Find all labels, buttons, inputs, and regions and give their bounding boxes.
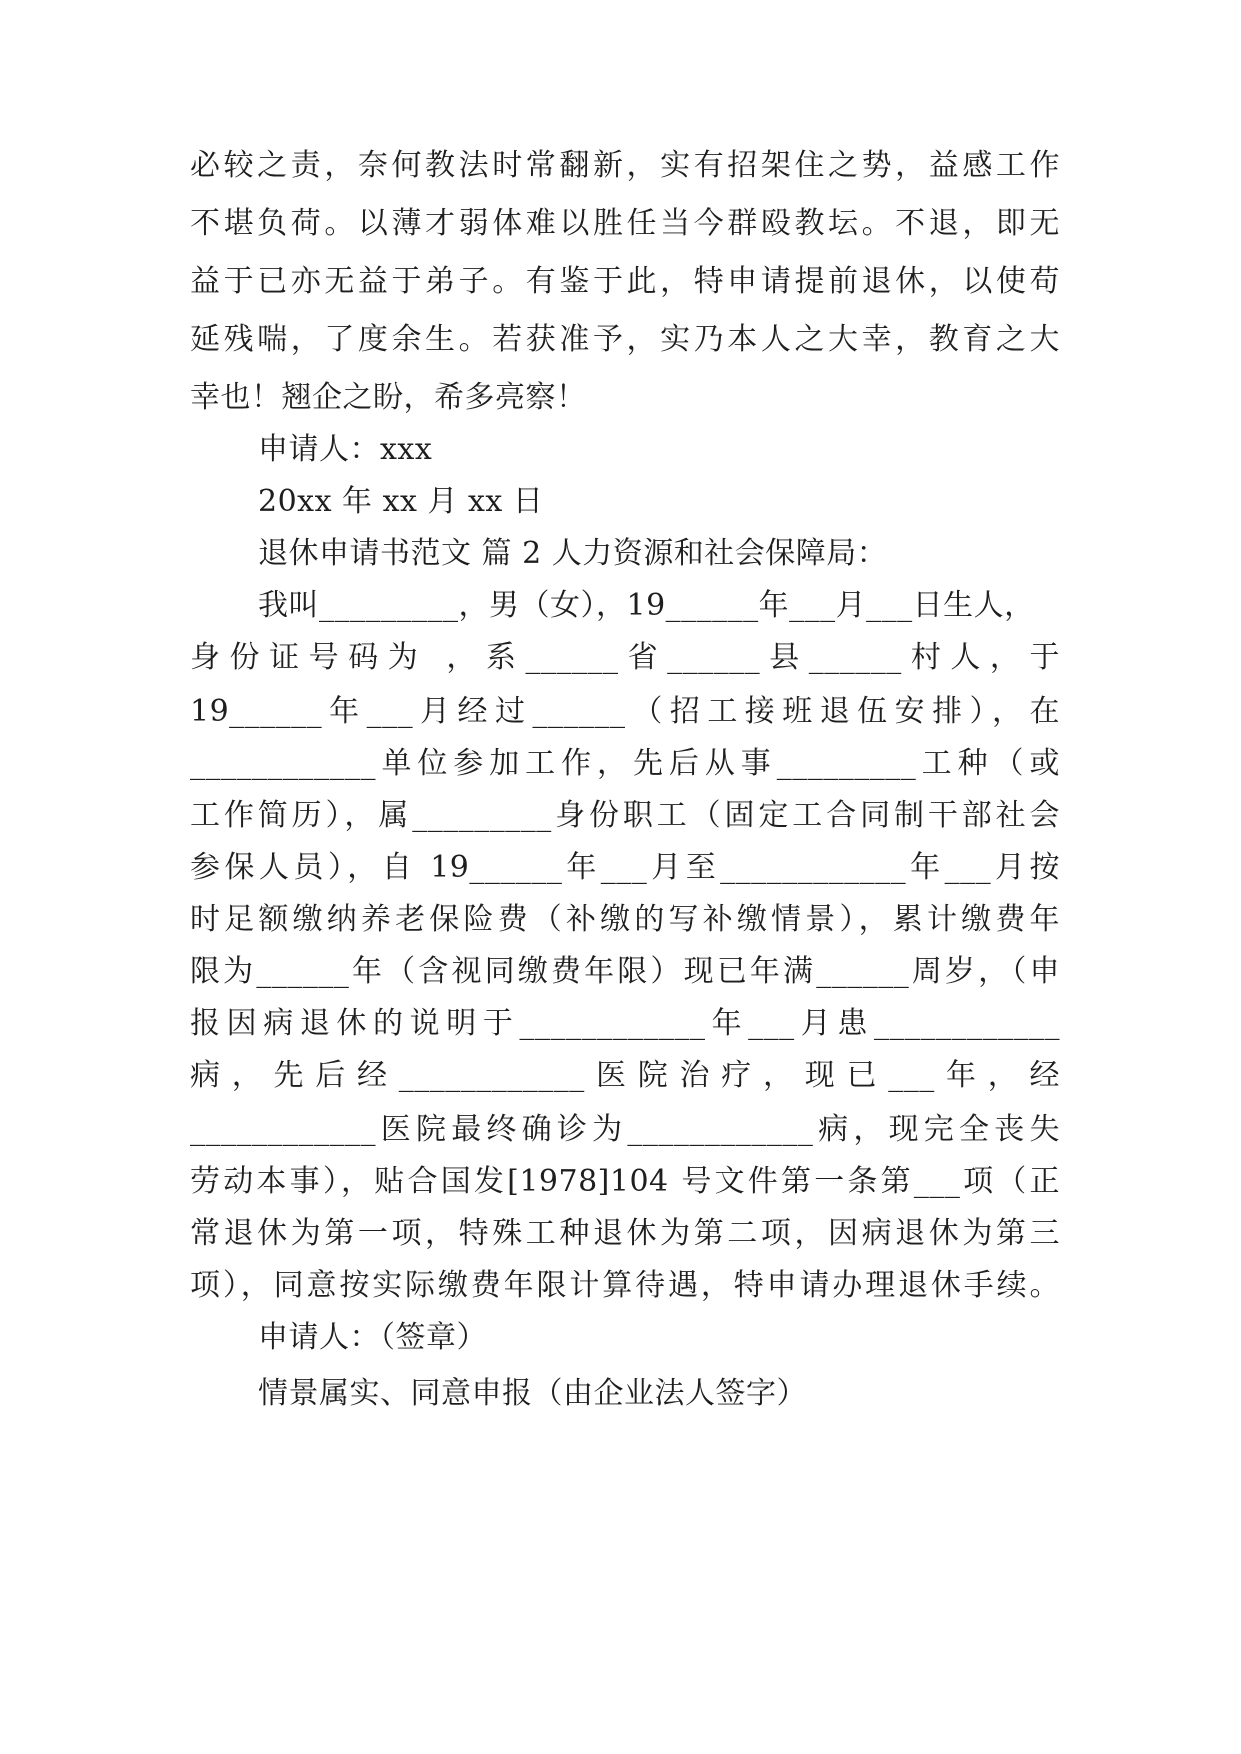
text-line: 报因病退休的说明于____________年___月患____________ [190,1006,1060,1041]
text-line: 延残喘，了度余生。若获准予，实乃本人之大幸，教育之大 [190,322,1060,357]
text-line: ____________医院最终确诊为____________病，现完全丧失 [190,1112,1060,1147]
text-line: 20xx 年 xx 月 xx 日 [258,484,544,519]
text-line: 时足额缴纳养老保险费（补缴的写补缴情景），累计缴费年 [190,902,1060,937]
text-line: 申请人：xxx [258,432,433,467]
text-line: 病，先后经____________医院治疗，现已___年，经 [190,1058,1060,1093]
text-line: 劳动本事），贴合国发[1978]104 号文件第一条第___项（正 [190,1164,1060,1199]
text-line: 限为______年（含视同缴费年限）现已年满______周岁，（申 [190,954,1060,989]
text-line: 幸也！翘企之盼，希多亮察！ [190,380,587,415]
text-line: 退休申请书范文 篇 2 人力资源和社会保障局： [258,536,888,571]
text-line: 参保人员），自 19______年___月至____________年___月按 [190,850,1060,885]
text-line: 不堪负荷。以薄才弱体难以胜任当今群殴教坛。不退，即无 [190,206,1060,241]
text-line: 工作简历），属_________身份职工（固定工合同制干部社会 [190,798,1060,833]
text-line: ____________单位参加工作，先后从事_________工种（或 [190,746,1060,781]
text-line: 身份证号码为 ，系______省______县______村人，于 [190,640,1060,675]
text-line: 项），同意按实际缴费年限计算待遇，特申请办理退休手续。 [190,1268,1060,1303]
text-line: 益于已亦无益于弟子。有鉴于此，特申请提前退休，以使苟 [190,264,1060,299]
text-line: 申请人：（签章） [258,1320,487,1355]
text-line: 情景属实、同意申报（由企业法人签字） [258,1376,807,1411]
text-line: 常退休为第一项，特殊工种退休为第二项，因病退休为第三 [190,1216,1060,1251]
text-line: 我叫_________，男（女），19______年___月___日生人， [258,588,1035,623]
text-line: 19______年___月经过______（招工接班退伍安排），在 [190,694,1060,729]
text-line: 必较之责，奈何教法时常翻新，实有招架住之势，益感工作 [190,148,1060,183]
